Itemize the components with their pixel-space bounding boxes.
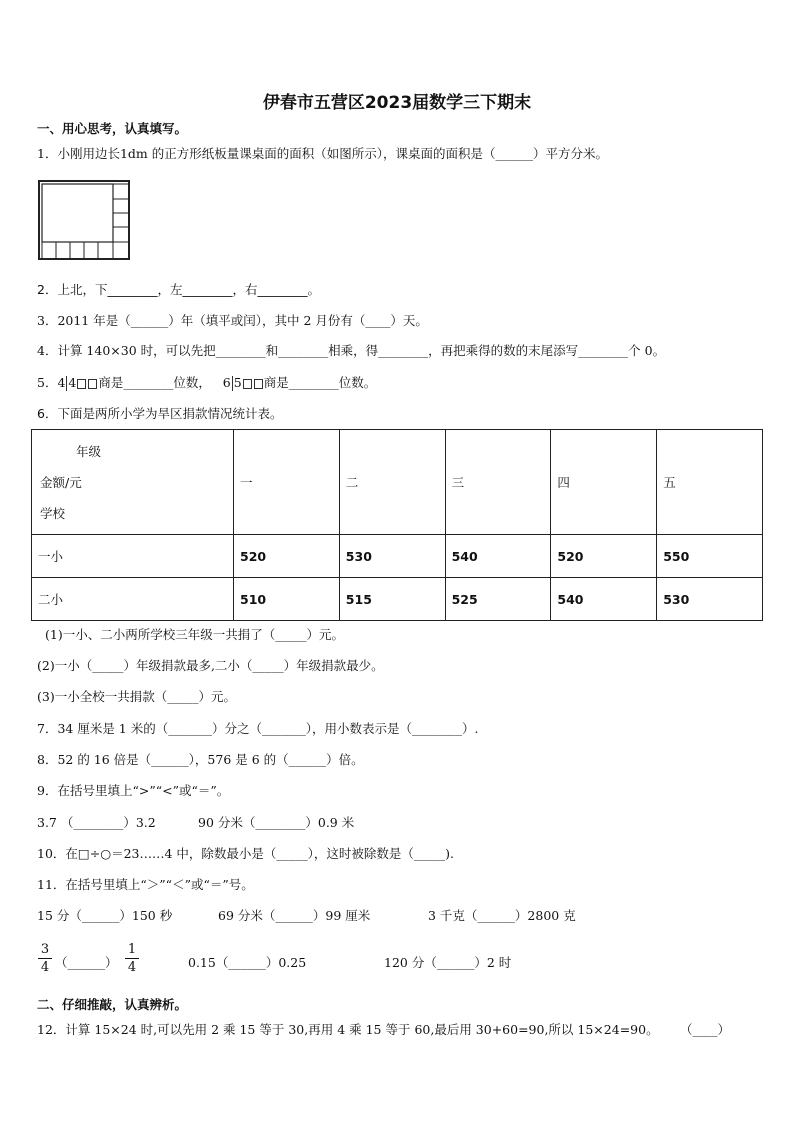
fraction-bar <box>125 958 139 959</box>
question-7: 7．34 厘米是 1 米的（_______）分之（_______），用小数表示是（________）. <box>37 721 479 736</box>
grade-header-cell: 五 <box>657 430 763 535</box>
table-row <box>32 578 763 621</box>
q5-digit-d: 5 <box>233 375 242 390</box>
q5-number: 5． <box>37 375 58 390</box>
question-11-item-b: 69 分米（______）99 厘米 <box>218 908 371 923</box>
amount-cell: 515 <box>339 578 445 621</box>
fraction-numerator: 3 <box>40 942 50 957</box>
blank-square-icon <box>88 379 97 389</box>
desk-grid-figure <box>38 180 132 262</box>
grade-header-cell: 二 <box>339 430 445 535</box>
fraction-one-quarter <box>125 942 139 975</box>
q5-text-2: 商是________位数。 <box>263 375 377 390</box>
blank-square-icon <box>243 379 252 389</box>
question-6: 6．下面是两所小学为旱区捐款情况统计表。 <box>37 406 283 421</box>
fraction-denominator: 4 <box>40 960 50 975</box>
question-5 <box>37 375 376 391</box>
fraction-bar <box>38 958 52 959</box>
fraction-three-quarters <box>38 942 52 975</box>
question-10: 10．在□÷○＝23……4 中，除数最小是（_____），这时被除数是（_____). <box>37 846 455 861</box>
donation-table <box>31 429 763 621</box>
question-9-item-b: 90 分米（________）0.9 米 <box>198 815 355 830</box>
amount-cell: 510 <box>234 578 340 621</box>
amount-cell: 550 <box>657 535 763 578</box>
table-header-row <box>32 430 763 535</box>
question-11-item-a: 15 分（______）150 秒 <box>37 908 173 923</box>
question-6-part-2: (2)一小（_____）年级捐款最多,二小（_____）年级捐款最少。 <box>37 658 384 673</box>
amount-cell: 540 <box>551 578 657 621</box>
question-6-part-1: (1)一小、二小两所学校三年级一共捐了（_____）元。 <box>45 627 344 642</box>
question-9-item-a: 3.7 （________）3.2 <box>37 815 156 830</box>
question-11-item-f: 120 分（______）2 时 <box>384 955 512 970</box>
question-12-blank: （____） <box>680 1022 731 1037</box>
q5-text-1: 商是________位数， <box>98 375 211 390</box>
q5-digit-c: 6 <box>222 375 231 390</box>
amount-cell: 530 <box>339 535 445 578</box>
fraction-denominator: 4 <box>127 960 137 975</box>
table-corner-cell <box>32 430 234 535</box>
page-title: 伊春市五营区2023届数学三下期末 <box>262 93 532 113</box>
question-3: 3．2011 年是（______）年（填平或闰），其中 2 月份有（____）天。 <box>37 313 428 328</box>
q5-digit-b: 4 <box>68 375 77 390</box>
amount-cell: 530 <box>657 578 763 621</box>
question-12: 12．计算 15×24 时,可以先用 2 乘 15 等于 30,再用 4 乘 15 等于 60,最后用 30+60=90,所以 15×24=90。 <box>37 1022 659 1037</box>
question-1: 1．小刚用边长1dm 的正方形纸板量课桌面的面积（如图所示），课桌面的面积是（______）平方分米。 <box>37 146 608 161</box>
section-2-heading: 二、仔细推敲，认真辨析。 <box>37 997 188 1012</box>
blank-square-icon <box>254 379 263 389</box>
header-grade-label: 年级 <box>76 443 102 459</box>
question-6-part-3: (3)一小全校一共捐款（_____）元。 <box>37 689 236 704</box>
question-11-item-e: 0.15（______）0.25 <box>188 955 307 970</box>
school-cell: 二小 <box>32 578 234 621</box>
question-4: 4．计算 140×30 时，可以先把________和________相乘，得________，再把乘得的数的末尾添写________个 0。 <box>37 343 666 358</box>
section-1-heading: 一、用心思考，认真填写。 <box>37 121 188 136</box>
amount-cell: 525 <box>445 578 551 621</box>
grade-header-cell: 四 <box>551 430 657 535</box>
question-9: 9．在括号里填上“>”“<”或“＝”。 <box>37 783 230 798</box>
grade-header-cell: 三 <box>445 430 551 535</box>
blank-square-icon <box>77 379 86 389</box>
grade-header-cell: 一 <box>234 430 340 535</box>
question-2: 2．上北，下________，左________，右________。 <box>37 282 320 297</box>
question-11-item-c: 3 千克（______）2800 克 <box>428 908 576 923</box>
fraction-numerator: 1 <box>127 942 137 957</box>
amount-cell: 520 <box>234 535 340 578</box>
question-11: 11．在括号里填上“＞”“＜”或“＝”号。 <box>37 877 254 892</box>
division-bracket-icon <box>232 376 233 391</box>
question-11-item-d-blank: （______） <box>55 955 118 970</box>
q5-digit-a: 4 <box>57 375 66 390</box>
table-row <box>32 535 763 578</box>
amount-cell: 540 <box>445 535 551 578</box>
header-amount-label: 金额/元 <box>40 474 82 490</box>
school-cell: 一小 <box>32 535 234 578</box>
header-school-label: 学校 <box>40 505 66 521</box>
amount-cell: 520 <box>551 535 657 578</box>
question-8: 8．52 的 16 倍是（______），576 是 6 的（______）倍。 <box>37 752 364 767</box>
